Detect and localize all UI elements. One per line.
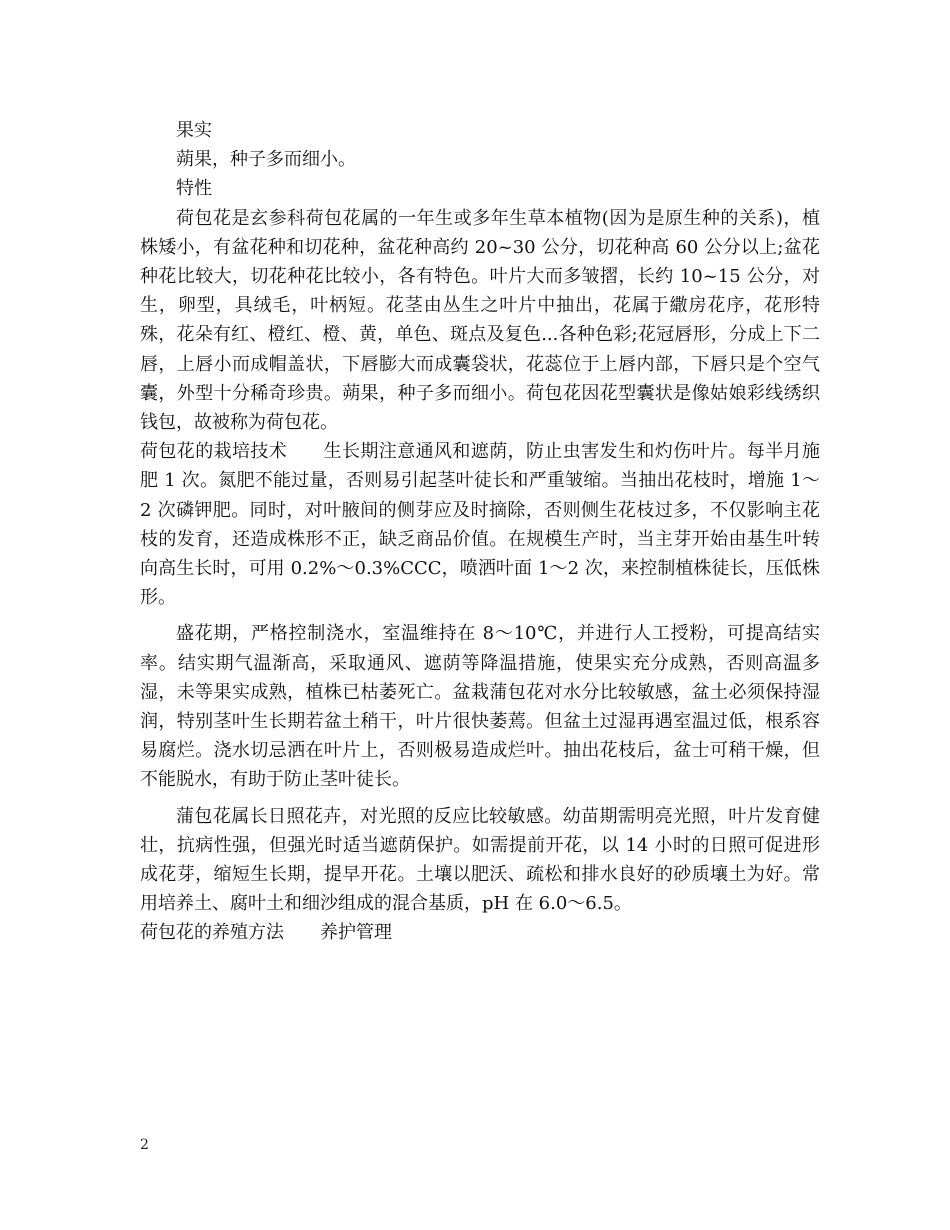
traits-heading: 特性: [176, 178, 212, 200]
fruit-description: 蒴果，种子多而细小。: [176, 149, 356, 171]
fruit-heading: 果实: [176, 120, 212, 141]
traits-paragraph: 荷包花是玄参科荷包花属的一年生或多年生草本植物(因为是原生种的关系)，植株矮小，有盆花种和切花种，盆花种高约 20~30 公分，切花种高 60 公分以上;盆花种花比较大，切花种花比较小，各有特色。叶片大而多皱摺，长约 10~15 公分，对生，卵型，具绒毛，叶柄短。花茎由丛生之叶片中抽出，花属于繖房花序，花形特殊，花朵有红、橙红、橙、黄，单色、斑点及复色...各种色彩;花冠唇形，分成上下二唇，上唇小而成帽盖状，下唇膨大而成囊袋状，花蕊位于上唇内部，下唇只是个空气囊，外型十分稀奇珍贵。蒴果，种子多而细小。荷包花因花型囊状是像姑娘彩线绣织钱包，故被称为荷包花。: [140, 207, 820, 434]
page-number: 2: [140, 1137, 149, 1153]
care-title: 荷包花的养殖方法: [140, 922, 284, 944]
bloom-paragraph: 盛花期，严格控制浇水，室温维持在 8～10℃，并进行人工授粉，可提高结实率。结实期气温渐高，采取通风、遮荫等降温措施，使果实充分成熟，否则高温多湿，未等果实成熟，植株已枯萎死亡。盆栽蒲包花对水分比较敏感，盆土必须保持湿润，特别茎叶生长期若盆土稍干，叶片很快萎蔫。但盆土过湿再遇室温过低，根系容易腐烂。浇水切忌洒在叶片上，否则极易造成烂叶。抽出花枝后，盆士可稍干燥，但不能脱水，有助于防止茎叶徒长。: [140, 623, 820, 791]
cultivation-paragraph: 生长期注意通风和遮荫，防止虫害发生和灼伤叶片。每半月施肥 1 次。氮肥不能过量，否则易引起茎叶徒长和严重皱缩。当抽出花枝时，增施 1～2 次磷钾肥。同时，对叶腋间的侧芽应及时摘除，否则侧生花枝过多，不仅影响主花枝的发育，还造成株形不正，缺乏商品价值。在规模生产时，当主芽开始由基生叶转向高生长时，可用 0.2%～0.3%CCC，喷洒叶面 1～2 次，来控制植株徒长，压低株形。: [140, 441, 821, 609]
document-body: [140, 116, 820, 948]
care-section: [140, 918, 820, 947]
light-paragraph: 蒲包花属长日照花卉，对光照的反应比较敏感。幼苗期需明亮光照，叶片发育健壮，抗病性强，但强光时适当遮荫保护。如需提前开花，以 14 小时的日照可促进形成花芽，缩短生长期，提早开花。土壤以肥沃、疏松和排水良好的砂质壤土为好。常用培养土、腐叶土和细沙组成的混合基质，pH 在 6.0～6.5。: [140, 805, 820, 915]
care-subtitle: 养护管理: [320, 922, 392, 944]
cultivation-section: [140, 437, 820, 612]
cultivation-title: 荷包花的栽培技术: [140, 441, 288, 463]
